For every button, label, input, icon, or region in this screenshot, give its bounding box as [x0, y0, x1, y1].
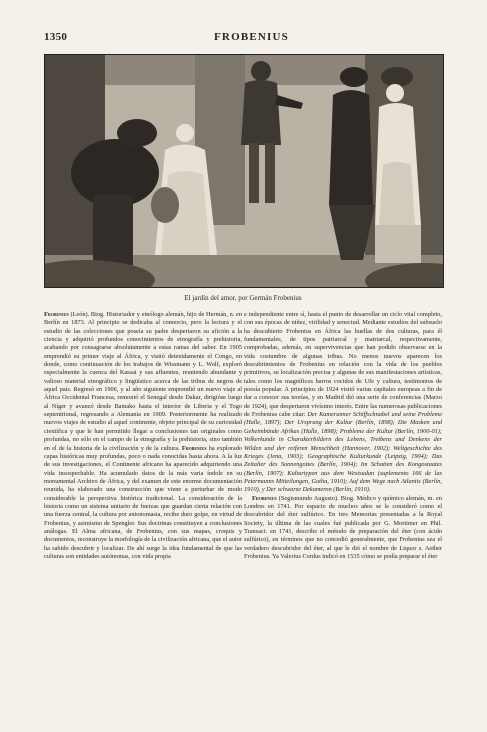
entry-text-continued: ha explorado capas históricas muy profundas, poco o nada conocidas hasta ahora. A la luz de sus investigaciones, el Continente africano ha aparecido adquiriendo una vida insospechable. Ha acumulado datos de la más varia índole en su monumental Archivo de África, y del examen de este enorme documentación reunida, ha elaborado una construcción que viene a perturbar de modo considerable la perspectiva histórica tradicional. La consideración de la historia como un sistema unitario de fuerzas que guardan cierta relación con una fuerza central, la cultura por antonomasia, recibe duro golpe, en virtud de Frobenius, y asimismo de Spengler. Sus doctrinas constituyen a conclusiones análogas. El Alma africana, de Frobenius, con sus mapas, croquis y documentos, reconstruye la morfología de la civilización africana, que el autor ha sabido descubrir y localizar. De ahí surge la idea fundamental de que las culturas son entidades autónomas, con vida propia [44, 444, 242, 560]
left-column [44, 311, 242, 561]
entry-alias: (Segismundo Augusto). [276, 494, 341, 502]
right-column [244, 311, 442, 561]
figure-caption: El jardín del amor, por Germán Frobenius [184, 294, 302, 302]
entry-text: (León). Biog. Historiador y etnólogo alemán, hijo de Hermán, n. en Berlín en 1873. Al principio se dedicaba al comercio, pero la lectura y el estudio de las colecciones que poseía su padre despertaron su afición a la ciencia y adquirió profundos conocimientos de etnografía y prehistoria, acabando por consagrarse absolutamente a estas ramas del saber. En 1905 emprendió su primer viaje al África, y visitó detenidamente el Congo, en donde, como continuación de los trabajos de Wissmann y L. Wolf, exploró especialmente la cuenca del Kassai y sus afluentes, reuniendo abundante y valioso material etnográfico y lingüístico acerca de las tribus de negros de aquel país. Regresó en 1906, y al año siguiente emprendió un nuevo viaje al África Occidental Francesa, remontó el Senegal desde Dakar, dirigióse luego al Níger y avanzó desde Bamako hasta el interior de Liberia y el Togo septentrional, regresando a Alemania en 1909. Posteriormente ha realizado nuevos viajes de estudio al aquel continente, objeto principal de su curiosidad científica y que le han permitido llegar a conclusiones tan originales como profundas, no sólo en el campo de la etnografía y la prehistoria, sino también en el de la historia de la civilización y de la cultura. [44, 311, 242, 452]
entry-inline-name: Frobenius [181, 444, 207, 452]
entry-text: Biog. Médico y químico alemán, m. en Londres en 1741. Por espacio de muchos años se le consideró como el descubridor del éter sulfúrico. En tres Memorias presentadas a la Royal Society, la última de las cuales fué publicada por G. Mortimer en Phil. Transact. en 1741, describe el método de preparación del éter (con ácido sulfúrico), en términos que no concedió generalmente, que Frobenius sea el verdadero descubridor del éter, al que le dió el nombre de Liquor s. Aether Frobenius. Ya Valerius Cordus indicó en 1535 cómo se podía preparar el éter [244, 494, 442, 560]
painting-illustration [44, 54, 444, 288]
entry-headword: Frobenius [44, 311, 69, 318]
entry-frobenius-continued [244, 311, 442, 495]
entry-headword: Frobenius [252, 494, 277, 502]
running-head: FROBENIUS [214, 31, 289, 43]
entry-frobenius-leon [44, 311, 242, 561]
entry-text: e independiente entre sí, hasta el punto de desarrollar un ciclo vital completo, con sus épocas de niñez, virilidad y senectud. Mediante estudios del subsuelo ha descubierto Frobenius en África las huellas de dos culturas, para él fundamentales, de tipos patriarcal y matriarcal, respectivamente, comprobadas, además, en supervivencias que han podido observarse en la vida costumbre de algunas tribus. No menos nuevos aparecen los descubrimientos de Frobenius en relación con la vida de los pueblos primitivos, su localización precisa y algunas de sus manifestaciones artísticas, tales como los magníficos barros cocidos de Ufe y cultura, testimonios de poesía popular. A principios de 1924 visitó varias capitales europeas a fin de dar a conocer sus teorías, y en Madrid dió una serie de conferencias (Marzo de 1924), que despertaron vivísimo interés. Entre las numerosas publicaciones de Frobenius cabe citar: [244, 311, 442, 419]
works-list: Der Kamerunner Schiffschnabel und seine Probleme (Halle, 1897); Der Ursprung der Kultur (Berlín, 1898); Die Masken und Geheimbünde Afrikas (Halle, 1898); Probleme der Kultur (Berlín, 1900-01); Volkerkunde in Charakterbildern des Lebens, Treibens und Denkens der Wilden und der reiferen Menschheit (Hannover, 1902); Weltgeschichte des Krieges (Jena, 1903); Geographische Kulturkunde (Leipzig, 1904); Das Zeitalter des Sonnengottes (Berlín, 1904); Im Schatten des Kongostaates (Berlín, 1907); Kulturtypen aus dem Westsudan (suplemento 166 de las Petermanns Mitteilungen, Gotha, 1910); Auf dem Wege nach Atlantis (Berlín, 1910), y Der schwarze Dekameron (Berlín, 1910). [244, 411, 442, 494]
entry-frobenius-segismundo [244, 495, 442, 562]
page-number: 1350 [44, 31, 68, 43]
garden-of-love-painting [45, 55, 443, 287]
